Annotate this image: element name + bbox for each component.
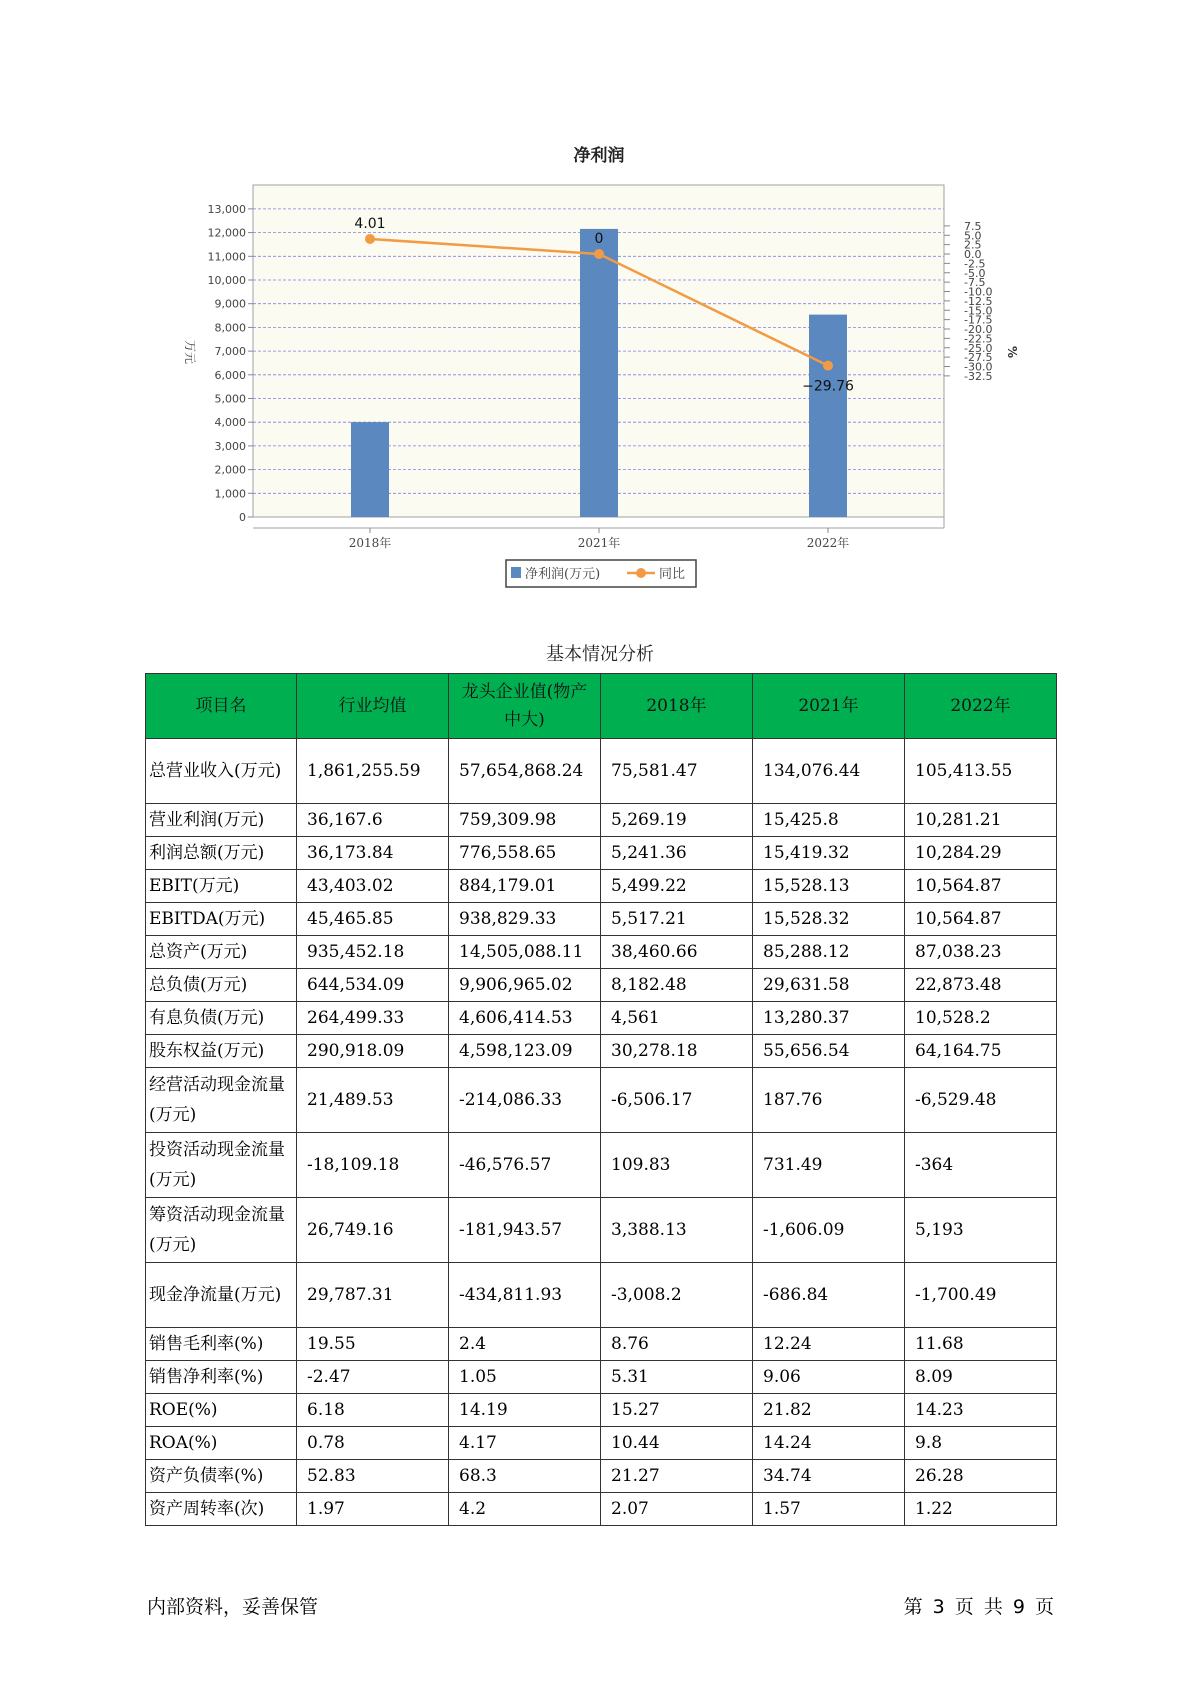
table-cell: 14.23: [905, 1394, 1057, 1427]
y2-tick-label: -17.5: [964, 313, 993, 327]
bar: [809, 315, 847, 517]
table-cell: 2.4: [449, 1328, 601, 1361]
table-cell: 1,861,255.59: [297, 739, 449, 804]
table-cell: 45,465.85: [297, 903, 449, 936]
table-cell: -46,576.57: [449, 1133, 601, 1198]
table-cell: -18,109.18: [297, 1133, 449, 1198]
table-cell: 30,278.18: [601, 1035, 753, 1068]
y2-tick-label: -20.0: [964, 323, 993, 336]
table-cell: 2.07: [601, 1493, 753, 1526]
net-profit-chart: [0, 0, 1191, 610]
table-cell: 4,561: [601, 1002, 753, 1035]
table-cell: 19.55: [297, 1328, 449, 1361]
table-cell: -6,506.17: [601, 1068, 753, 1133]
table-cell: 6.18: [297, 1394, 449, 1427]
legend-line-label: 同比: [659, 567, 686, 582]
y-tick-label: 2,000: [214, 463, 246, 477]
y2-tick-label: -27.5: [964, 351, 993, 365]
y-tick-label: 7,000: [214, 345, 246, 359]
row-label: 总资产(万元): [146, 936, 297, 969]
y2-tick-label: -30.0: [964, 360, 993, 374]
y-tick-label: 5,000: [214, 392, 246, 406]
row-label: 销售毛利率(%): [146, 1328, 297, 1361]
footer-confidential-note: 内部资料，妥善保管: [147, 1596, 319, 1618]
table-cell: 5,241.36: [601, 837, 753, 870]
x-tick-label: 2021年: [577, 536, 621, 550]
table-cell: 1.05: [449, 1361, 601, 1394]
row-label: 股东权益(万元): [146, 1035, 297, 1068]
table-row: [146, 1394, 1057, 1427]
yoy-data-label: 0: [594, 231, 604, 247]
table-cell: 15.27: [601, 1394, 753, 1427]
table-row: [146, 936, 1057, 969]
table-cell: 11.68: [905, 1328, 1057, 1361]
row-label: 投资活动现金流量(万元): [146, 1133, 297, 1198]
row-label: 销售净利率(%): [146, 1361, 297, 1394]
basic-analysis-table: [145, 673, 1057, 1526]
table-row: [146, 870, 1057, 903]
table-row: [146, 1361, 1057, 1394]
table-cell: 8.76: [601, 1328, 753, 1361]
table-cell: -364: [905, 1133, 1057, 1198]
y2-tick-label: -15.0: [964, 304, 993, 318]
row-label: 经营活动现金流量(万元): [146, 1068, 297, 1133]
table-header-row: [146, 674, 1057, 739]
y-tick-label: 9,000: [214, 297, 246, 311]
table-row: [146, 1328, 1057, 1361]
table-cell: 731.49: [753, 1133, 905, 1198]
table-cell: 290,918.09: [297, 1035, 449, 1068]
table-cell: 15,425.8: [753, 804, 905, 837]
table-cell: 14,505,088.11: [449, 936, 601, 969]
row-label: 营业利润(万元): [146, 804, 297, 837]
bar: [351, 422, 389, 517]
table-cell: 26.28: [905, 1460, 1057, 1493]
header-2022: 2022年: [905, 674, 1057, 739]
table-cell: 935,452.18: [297, 936, 449, 969]
table-cell: 15,528.13: [753, 870, 905, 903]
table-row: [146, 1133, 1057, 1198]
y-tick-label: 8,000: [214, 321, 246, 335]
row-label: 总负债(万元): [146, 969, 297, 1002]
table-cell: 38,460.66: [601, 936, 753, 969]
table-row: [146, 837, 1057, 870]
header-2021: 2021年: [753, 674, 905, 739]
table-cell: 759,309.98: [449, 804, 601, 837]
table-cell: 8.09: [905, 1361, 1057, 1394]
table-cell: 9.8: [905, 1427, 1057, 1460]
table-cell: 10,564.87: [905, 903, 1057, 936]
table-cell: 5,499.22: [601, 870, 753, 903]
yoy-point: [594, 249, 604, 259]
yoy-data-label: −29.76: [802, 378, 854, 395]
table-row: [146, 1460, 1057, 1493]
row-label: ROA(%): [146, 1427, 297, 1460]
y-tick-label: 12,000: [207, 226, 246, 240]
legend-bar-label: 净利润(万元): [525, 567, 601, 582]
table-cell: 134,076.44: [753, 739, 905, 804]
header-industry-avg: 行业均值: [297, 674, 449, 739]
table-row: [146, 969, 1057, 1002]
table-cell: 29,631.58: [753, 969, 905, 1002]
y-axis-label: 万元: [183, 339, 197, 365]
row-label: EBIT(万元): [146, 870, 297, 903]
table-cell: 55,656.54: [753, 1035, 905, 1068]
row-label: 筹资活动现金流量(万元): [146, 1198, 297, 1263]
table-cell: 5.31: [601, 1361, 753, 1394]
row-label: 利润总额(万元): [146, 837, 297, 870]
table-cell: 9,906,965.02: [449, 969, 601, 1002]
y-tick-label: 1,000: [214, 487, 246, 501]
y2-tick-label: -10.0: [964, 285, 993, 299]
header-item-name: 项目名: [146, 674, 297, 739]
row-label: 资产周转率(次): [146, 1493, 297, 1526]
table-cell: -214,086.33: [449, 1068, 601, 1133]
table-cell: 644,534.09: [297, 969, 449, 1002]
table-cell: -1,606.09: [753, 1198, 905, 1263]
y2-tick-label: 5.0: [964, 229, 982, 243]
footer-page-number: 第 3 页 共 9 页: [903, 1596, 1054, 1618]
table-row: [146, 1263, 1057, 1328]
bar: [580, 229, 618, 517]
table-cell: -3,008.2: [601, 1263, 753, 1328]
table-cell: -1,700.49: [905, 1263, 1057, 1328]
table-cell: 26,749.16: [297, 1198, 449, 1263]
table-row: [146, 739, 1057, 804]
table-cell: 75,581.47: [601, 739, 753, 804]
table-row: [146, 1493, 1057, 1526]
y2-tick-label: -5.0: [964, 266, 986, 280]
y2-tick-label: -32.5: [964, 369, 993, 383]
y-tick-label: 4,000: [214, 416, 246, 430]
table-cell: 4,598,123.09: [449, 1035, 601, 1068]
table-row: [146, 1035, 1057, 1068]
table-cell: 52.83: [297, 1460, 449, 1493]
y2-tick-label: -22.5: [964, 332, 993, 346]
table-cell: 4,606,414.53: [449, 1002, 601, 1035]
table-body: [146, 739, 1057, 1526]
table-cell: 10,564.87: [905, 870, 1057, 903]
table-cell: 36,167.6: [297, 804, 449, 837]
table-cell: 36,173.84: [297, 837, 449, 870]
table-cell: 15,528.32: [753, 903, 905, 936]
y-tick-label: 10,000: [207, 274, 246, 287]
table-cell: -181,943.57: [449, 1198, 601, 1263]
header-2018: 2018年: [601, 674, 753, 739]
table-cell: 109.83: [601, 1133, 753, 1198]
table-cell: 0.78: [297, 1427, 449, 1460]
table-cell: 10,528.2: [905, 1002, 1057, 1035]
table-cell: 68.3: [449, 1460, 601, 1493]
table-cell: 10,281.21: [905, 804, 1057, 837]
x-tick-label: 2018年: [348, 536, 392, 550]
table-cell: 938,829.33: [449, 903, 601, 936]
row-label: 总营业收入(万元): [146, 739, 297, 804]
table-cell: 64,164.75: [905, 1035, 1057, 1068]
table-cell: -2.47: [297, 1361, 449, 1394]
row-label: 资产负债率(%): [146, 1460, 297, 1493]
table-cell: 776,558.65: [449, 837, 601, 870]
table-cell: 5,269.19: [601, 804, 753, 837]
table-row: [146, 1198, 1057, 1263]
table-cell: 21.82: [753, 1394, 905, 1427]
yoy-point: [365, 234, 375, 244]
x-tick-label: 2022年: [806, 536, 850, 550]
table-cell: 10.44: [601, 1427, 753, 1460]
table-cell: 9.06: [753, 1361, 905, 1394]
table-cell: 1.22: [905, 1493, 1057, 1526]
table-cell: 85,288.12: [753, 936, 905, 969]
y-tick-label: 3,000: [214, 439, 246, 453]
table-cell: 34.74: [753, 1460, 905, 1493]
table-cell: 1.97: [297, 1493, 449, 1526]
y-tick-label: 11,000: [207, 250, 246, 264]
y2-tick-label: -25.0: [964, 341, 993, 355]
table-cell: 12.24: [753, 1328, 905, 1361]
header-leader-value: 龙头企业值(物产中大): [449, 674, 601, 739]
table-cell: 57,654,868.24: [449, 739, 601, 804]
legend-bar-swatch: [511, 567, 521, 578]
table-cell: 3,388.13: [601, 1198, 753, 1263]
table-cell: 5,193: [905, 1198, 1057, 1263]
table-cell: 10,284.29: [905, 837, 1057, 870]
row-label: EBITDA(万元): [146, 903, 297, 936]
y2-tick-label: 7.5: [964, 219, 982, 233]
legend-line-marker: [636, 568, 646, 578]
table-cell: 22,873.48: [905, 969, 1057, 1002]
y2-tick-label: 2.5: [964, 238, 982, 252]
table-cell: 187.76: [753, 1068, 905, 1133]
table-row: [146, 903, 1057, 936]
table-cell: 264,499.33: [297, 1002, 449, 1035]
table-cell: 21.27: [601, 1460, 753, 1493]
table-caption: 基本情况分析: [546, 644, 654, 665]
row-label: ROE(%): [146, 1394, 297, 1427]
table-cell: 884,179.01: [449, 870, 601, 903]
table-cell: 105,413.55: [905, 739, 1057, 804]
table-cell: 87,038.23: [905, 936, 1057, 969]
table-cell: 5,517.21: [601, 903, 753, 936]
y2-tick-label: -12.5: [964, 294, 993, 308]
yoy-data-label: 4.01: [354, 215, 386, 232]
table-cell: 4.2: [449, 1493, 601, 1526]
table-row: [146, 1002, 1057, 1035]
table-cell: 21,489.53: [297, 1068, 449, 1133]
table-cell: 15,419.32: [753, 837, 905, 870]
y2-tick-label: 0.0: [964, 248, 982, 261]
y-tick-label: 13,000: [207, 202, 246, 216]
table-cell: 43,403.02: [297, 870, 449, 903]
y2-tick-label: -2.5: [964, 257, 986, 271]
table-cell: 29,787.31: [297, 1263, 449, 1328]
chart-canvas: [0, 0, 1191, 610]
y-tick-label: 0: [239, 511, 246, 524]
row-label: 有息负债(万元): [146, 1002, 297, 1035]
table-cell: 1.57: [753, 1493, 905, 1526]
y2-tick-label: -7.5: [964, 276, 986, 290]
table-cell: 14.19: [449, 1394, 601, 1427]
table-cell: 14.24: [753, 1427, 905, 1460]
table-row: [146, 1068, 1057, 1133]
chart-title: 净利润: [573, 146, 625, 166]
y-tick-label: 6,000: [214, 368, 246, 382]
table-cell: 4.17: [449, 1427, 601, 1460]
table-cell: 13,280.37: [753, 1002, 905, 1035]
table-row: [146, 1427, 1057, 1460]
row-label: 现金净流量(万元): [146, 1263, 297, 1328]
yoy-point: [823, 361, 833, 371]
table-row: [146, 804, 1057, 837]
table-cell: 8,182.48: [601, 969, 753, 1002]
y2-axis-label: %: [1005, 345, 1019, 359]
table-cell: -6,529.48: [905, 1068, 1057, 1133]
table-cell: -434,811.93: [449, 1263, 601, 1328]
table-cell: -686.84: [753, 1263, 905, 1328]
